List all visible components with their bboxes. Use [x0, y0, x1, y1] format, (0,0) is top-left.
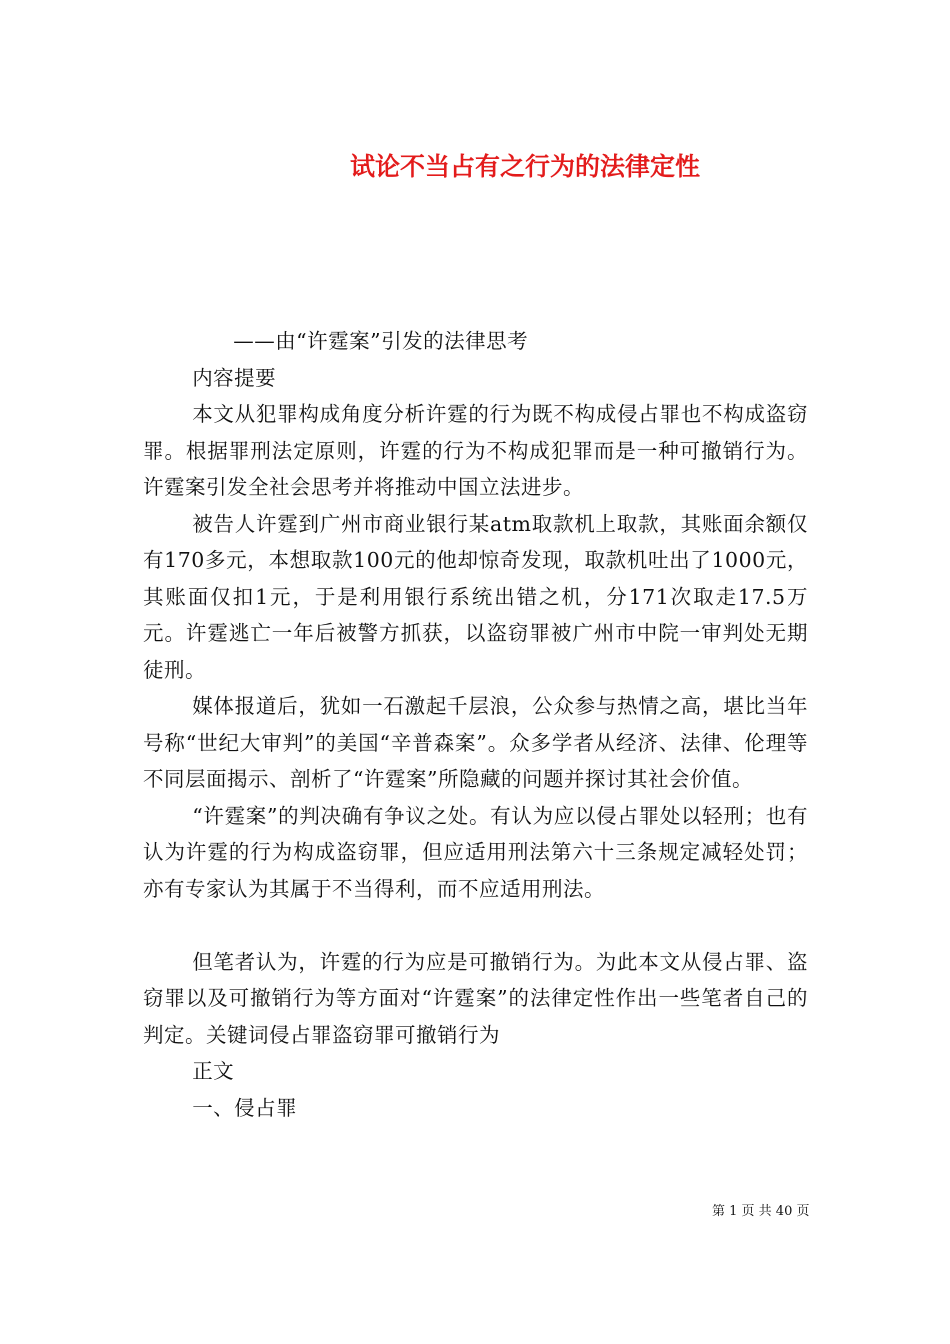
case-facts-paragraph: 被告人许霆到广州市商业银行某atm取款机上取款，其账面余额仅有170多元，本想取款100元的他却惊奇发现，取款机吐出了1000元，其账面仅扣1元，于是利用银行系统出错之机，分171次取走17.5万元。许霆逃亡一年后被警方抓获，以盗窃罪被广州市中院一审判处无期徒刑。 [143, 511, 808, 682]
abstract-heading: 内容提要 [192, 365, 277, 390]
author-view-paragraph: 但笔者认为，许霆的行为应是可撤销行为。为此本文从侵占罪、盗窃罪以及可撤销行为等方面对“许霆案”的法律定性作出一些笔者自己的判定。关键词侵占罪盗窃罪可撤销行为 [143, 949, 808, 1047]
document-body [143, 323, 808, 1126]
media-reaction-paragraph: 媒体报道后，犹如一石激起千层浪，公众参与热情之高，堪比当年号称“世纪大审判”的美国“辛普森案”。众多学者从经济、法律、伦理等不同层面揭示、剖析了“许霆案”所隐藏的问题并探讨其社会价值。 [143, 694, 808, 791]
abstract-paragraph: 本文从犯罪构成角度分析许霆的行为既不构成侵占罪也不构成盗窃罪。根据罪刑法定原则，许霆的行为不构成犯罪而是一种可撤销行为。许霆案引发全社会思考并将推动中国立法进步。 [143, 402, 808, 499]
page-number: 第 1 页 共 40 页 [712, 1204, 810, 1219]
document-subtitle: ——由“许霆案”引发的法律思考 [233, 329, 529, 353]
main-text-heading: 正文 [192, 1059, 235, 1083]
section-heading-embezzlement: 一、侵占罪 [192, 1095, 298, 1120]
controversy-paragraph: “许霆案”的判决确有争议之处。有认为应以侵占罪处以轻刑；也有认为许霆的行为构成盗窃罪，但应适用刑法第六十三条规定减轻处罚；亦有专家认为其属于不当得利，而不应适用刑法。 [143, 803, 808, 901]
document-title: 试论不当占有之行为的法律定性 [349, 151, 700, 181]
